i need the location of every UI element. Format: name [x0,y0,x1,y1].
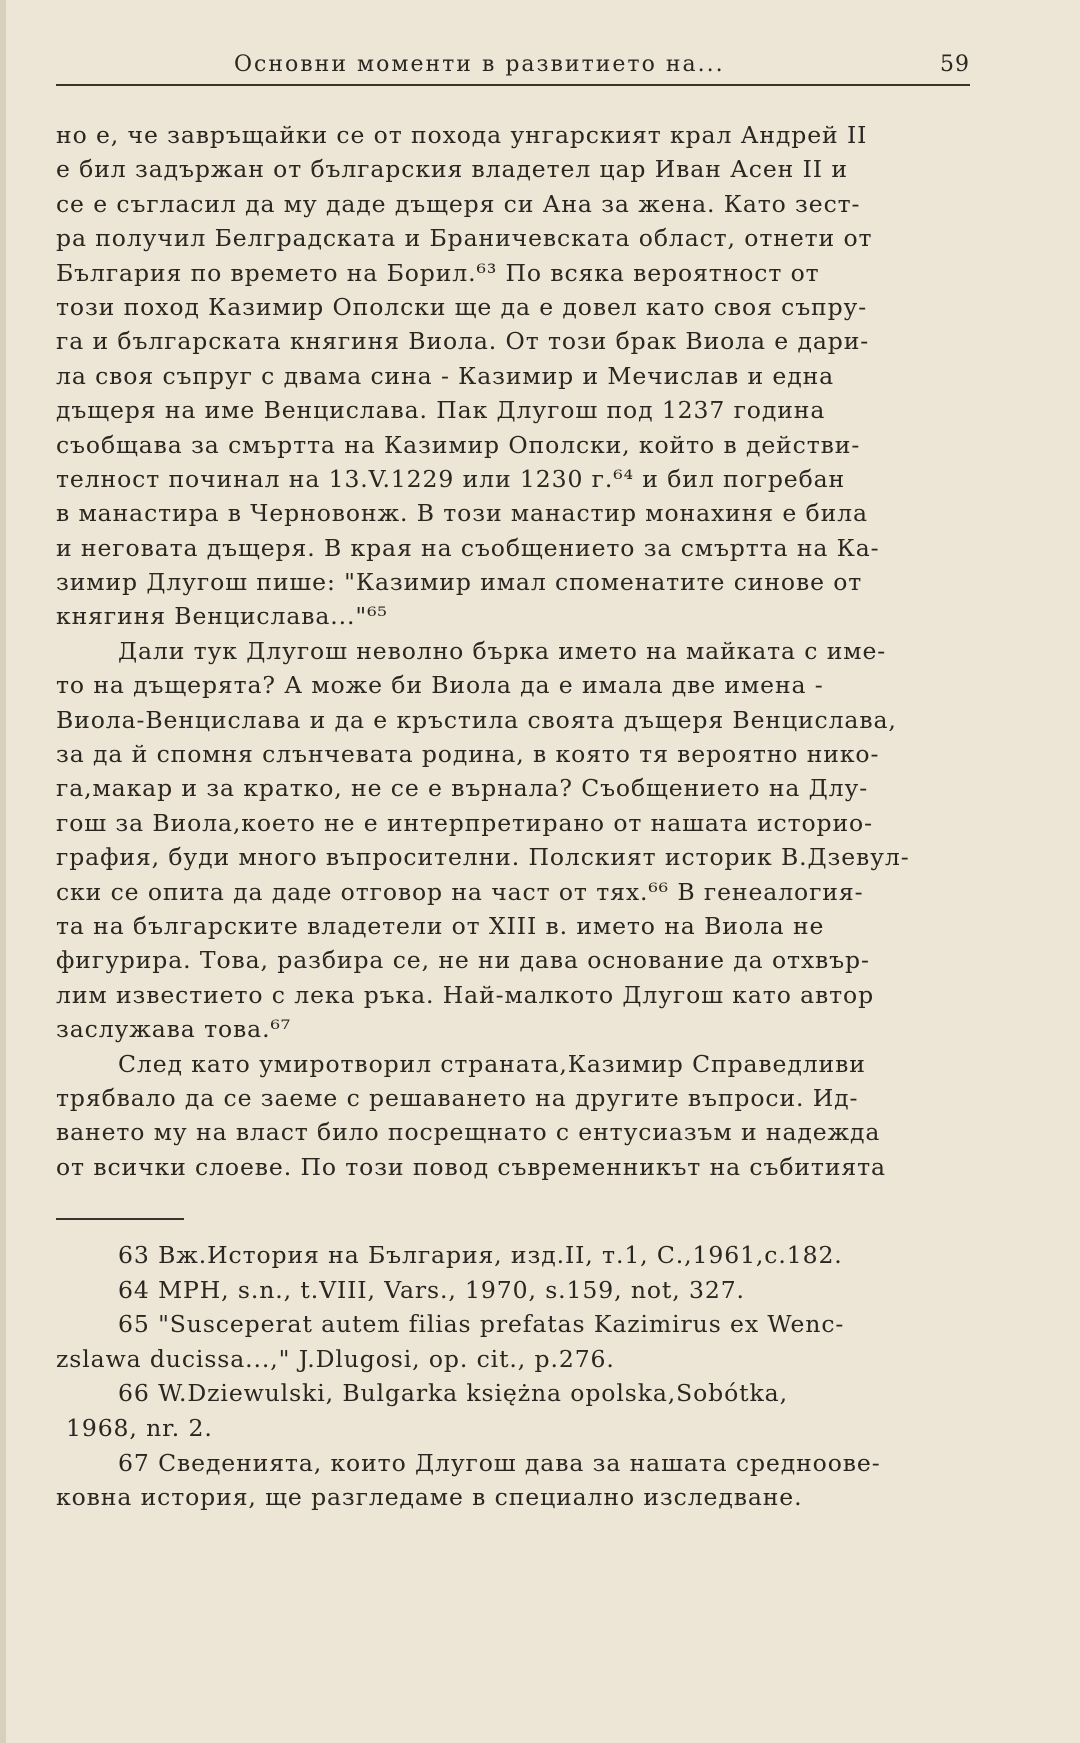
text-line: ра получил Белградската и Браничевската област, отнети от [56,224,873,253]
text-line: е бил задържан от българския владетел цар Иван Асен II и [56,155,848,184]
page-number: 59 [940,52,970,77]
main-text [56,118,986,1184]
text-line: га и българската княгиня Виола. От този брак Виола е дари- [56,327,870,356]
running-header [56,52,970,86]
text-line: графия, буди много въпросителни. Полският историк В.Дзевул- [56,843,910,872]
text-line: Виола-Венцислава и да е кръстила своята дъщеря Венцислава, [56,705,897,734]
text-line: княгиня Венцислава..."⁶⁵ [56,602,388,631]
text-line: фигурира. Това, разбира се, не ни дава основание да отхвър- [56,946,870,975]
text-line: гош за Виола,което не е интерпретирано от нашата историо- [56,808,873,837]
footnote-66: 66 W.Dziewulski, Bulgarka księżna opolska,Sobótka, [118,1379,788,1408]
text-line: ла своя съпруг с двама сина - Казимир и Мечислав и една [56,361,835,390]
text-line: се е съгласил да му даде дъщеря си Ана за жена. Като зест- [56,189,861,218]
text-line: трябвало да се заеме с решаването на другите въпроси. Ид- [56,1083,859,1112]
footnote-65: 65 "Susceperat autem filias prefatas Kazimirus ex Wenc- [118,1310,845,1339]
running-header-title: Основни моменти в развитието на... [234,52,725,77]
text-line: в манастира в Черновонж. В този манастир монахиня е била [56,499,868,528]
text-line: ването му на власт било посрещнато с ентусиазъм и надежда [56,1118,881,1147]
footnote-66-continuation: 1968, nr. 2. [66,1413,213,1442]
text-line: България по времето на Борил.⁶³ По всяка вероятност от [56,258,820,287]
text-line: съобщава за смъртта на Казимир Ополски, който в действи- [56,430,861,459]
footnote-63: 63 Вж.История на България, изд.II, т.1, С.,1961,с.182. [118,1241,843,1269]
footnote-67-continuation: ковна история, ще разгледаме в специално изследване. [56,1483,803,1512]
text-line: то на дъщерята? А може би Виола да е имала две имена - [56,671,824,700]
text-line: и неговата дъщеря. В края на съобщението за смъртта на Ка- [56,533,880,562]
text-line: телност починал на 13.V.1229 или 1230 г.⁶⁴ и бил погребан [56,464,846,493]
paragraph-start-line: След като умиротворил страната,Казимир Справедливи [118,1049,866,1078]
paragraph-start-line: Дали тук Длугош неволно бърка името на майката с име- [118,636,887,665]
text-line: заслужава това.⁶⁷ [56,1015,292,1044]
text-line: зимир Длугош пише: "Казимир имал споменатите синове от [56,568,863,597]
footnote-65-continuation: zslawa ducissa...," J.Dlugosi, op. cit., p.276. [56,1344,615,1373]
text-line: този поход Казимир Ополски ще да е довел като своя съпру- [56,292,868,321]
text-line: но е, че завръщайки се от похода унгарският крал Андрей II [56,121,868,149]
page-edge [0,0,6,1743]
text-line: га,макар и за кратко, не се е върнала? Съобщението на Длу- [56,774,869,803]
text-line: от всички слоеве. По този повод съвременникът на събитията [56,1152,886,1181]
footnote-64: 64 MPH, s.n., t.VIII, Vars., 1970, s.159, not, 327. [118,1275,745,1304]
text-line: та на българските владетели от XIII в. името на Виола не [56,911,825,940]
footnote-separator [56,1218,184,1220]
footnotes [56,1238,986,1515]
text-line: ски се опита да даде отговор на част от тях.⁶⁶ В генеалогия- [56,877,864,906]
text-line: за да й спомня слънчевата родина, в която тя вероятно нико- [56,740,880,769]
text-line: лим известието с лека ръка. Най-малкото Длугош като автор [56,980,875,1009]
footnote-67: 67 Сведенията, които Длугош дава за нашата средноове- [118,1448,881,1477]
text-line: дъщеря на име Венцислава. Пак Длугош под 1237 година [56,396,826,425]
